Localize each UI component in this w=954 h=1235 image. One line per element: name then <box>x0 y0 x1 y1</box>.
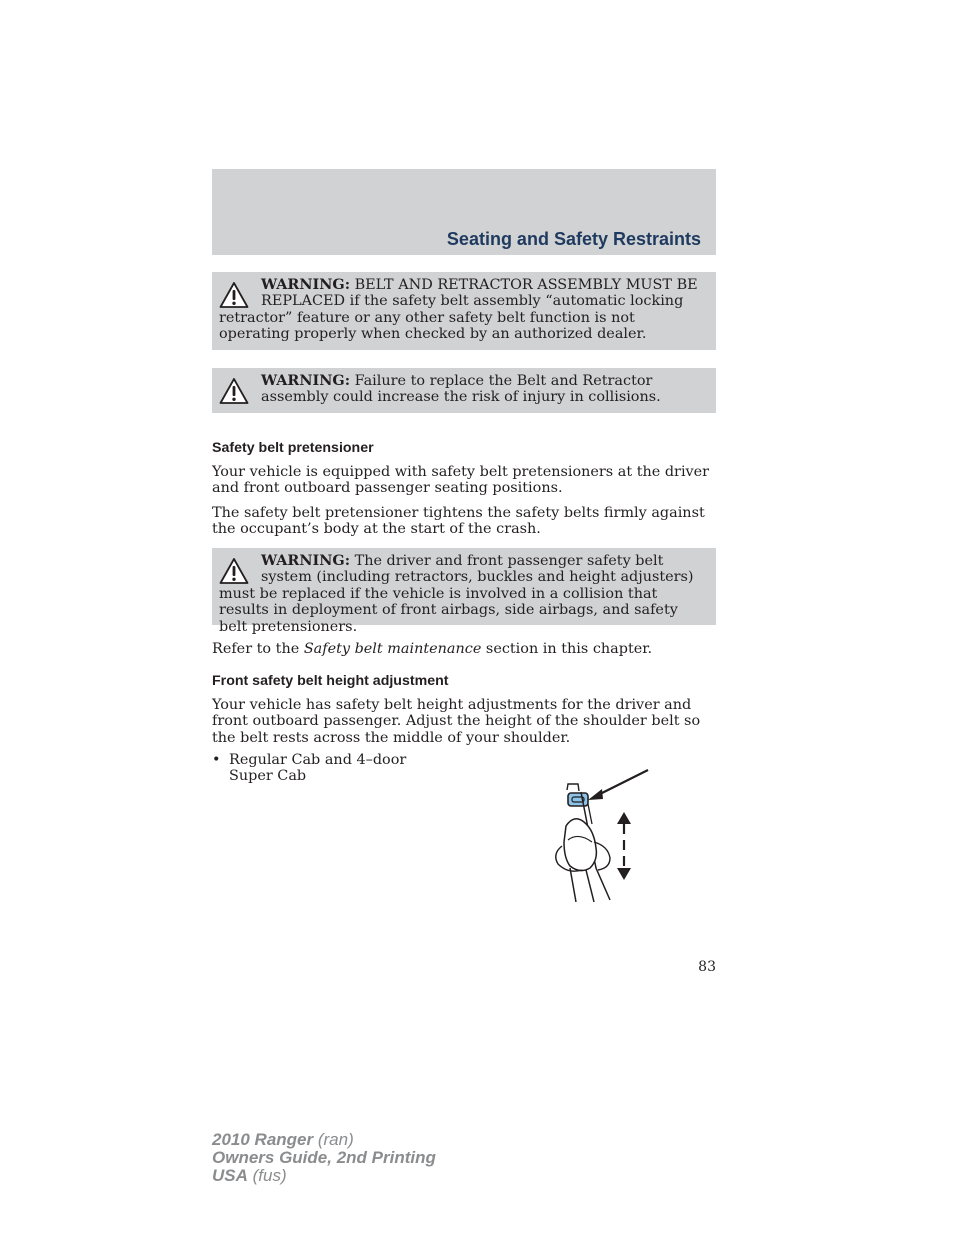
warning-triangle-icon <box>219 377 249 405</box>
refer-paragraph <box>212 641 716 657</box>
footer-model: 2010 Ranger <box>212 1130 314 1149</box>
footer-model-code: (ran) <box>313 1130 354 1149</box>
refer-text-before: Refer to the <box>212 641 304 657</box>
footer-line-3 <box>212 1167 436 1185</box>
bullet-mark: • <box>212 752 221 768</box>
section-header-band <box>212 169 716 255</box>
document-footer <box>212 1131 436 1185</box>
section-title-header: Seating and Safety Restraints <box>446 229 701 249</box>
footer-line-2 <box>212 1149 436 1167</box>
warning-label: WARNING: <box>261 372 351 389</box>
height-adjustment-paragraph: Your vehicle has safety belt height adjustments for the driver and front outboard passenger. Adjust the height of the shoulder belt so the belt rests across the middle of your shoulder. <box>212 697 701 746</box>
footer-printing: Owners Guide, 2nd Printing <box>212 1148 436 1167</box>
footer-market: USA <box>212 1166 248 1185</box>
warning-box-3 <box>212 548 716 635</box>
footer-line-1 <box>212 1131 436 1149</box>
bullet-item <box>212 752 452 785</box>
warning-triangle-icon <box>219 557 249 585</box>
warning-text: The driver and front passenger safety belt system (including retractors, buckles and height adjusters) must be replaced if the vehicle is involved in a collision that results in deployment of front airbags, side airbags, and safety belt pretensioners. <box>219 553 694 635</box>
pretensioner-heading: Safety belt pretensioner <box>212 440 374 456</box>
refer-text-after: section in this chapter. <box>481 641 653 657</box>
refer-section-link: Safety belt maintenance <box>303 641 482 657</box>
bullet-text: Regular Cab and 4–door Super Cab <box>229 752 407 785</box>
warning-label: WARNING: <box>261 552 351 569</box>
height-adjustment-heading: Front safety belt height adjustment <box>212 673 449 689</box>
pretensioner-paragraph-2: The safety belt pretensioner tightens the safety belts firmly against the occupant’s body at the start of the crash. <box>212 505 705 538</box>
warning-triangle-icon <box>219 281 249 309</box>
warning-box-2 <box>212 368 716 413</box>
warning-text: BELT AND RETRACTOR ASSEMBLY MUST BE REPLACED if the safety belt assembly “automatic locking retractor” feature or any other safety belt function is not operating properly when checked by an authorized dealer. <box>219 277 698 343</box>
warning-text: Failure to replace the Belt and Retractor assembly could increase the risk of injury in collisions. <box>261 373 661 406</box>
footer-market-code: (fus) <box>247 1166 287 1185</box>
page-number: 83 <box>698 959 716 975</box>
warning-box-1 <box>212 272 716 350</box>
warning-label: WARNING: <box>261 276 351 293</box>
pretensioner-paragraph-1: Your vehicle is equipped with safety belt pretensioners at the driver and front outboard passenger seating positions. <box>212 464 710 497</box>
belt-height-adjuster-illustration <box>548 764 658 906</box>
